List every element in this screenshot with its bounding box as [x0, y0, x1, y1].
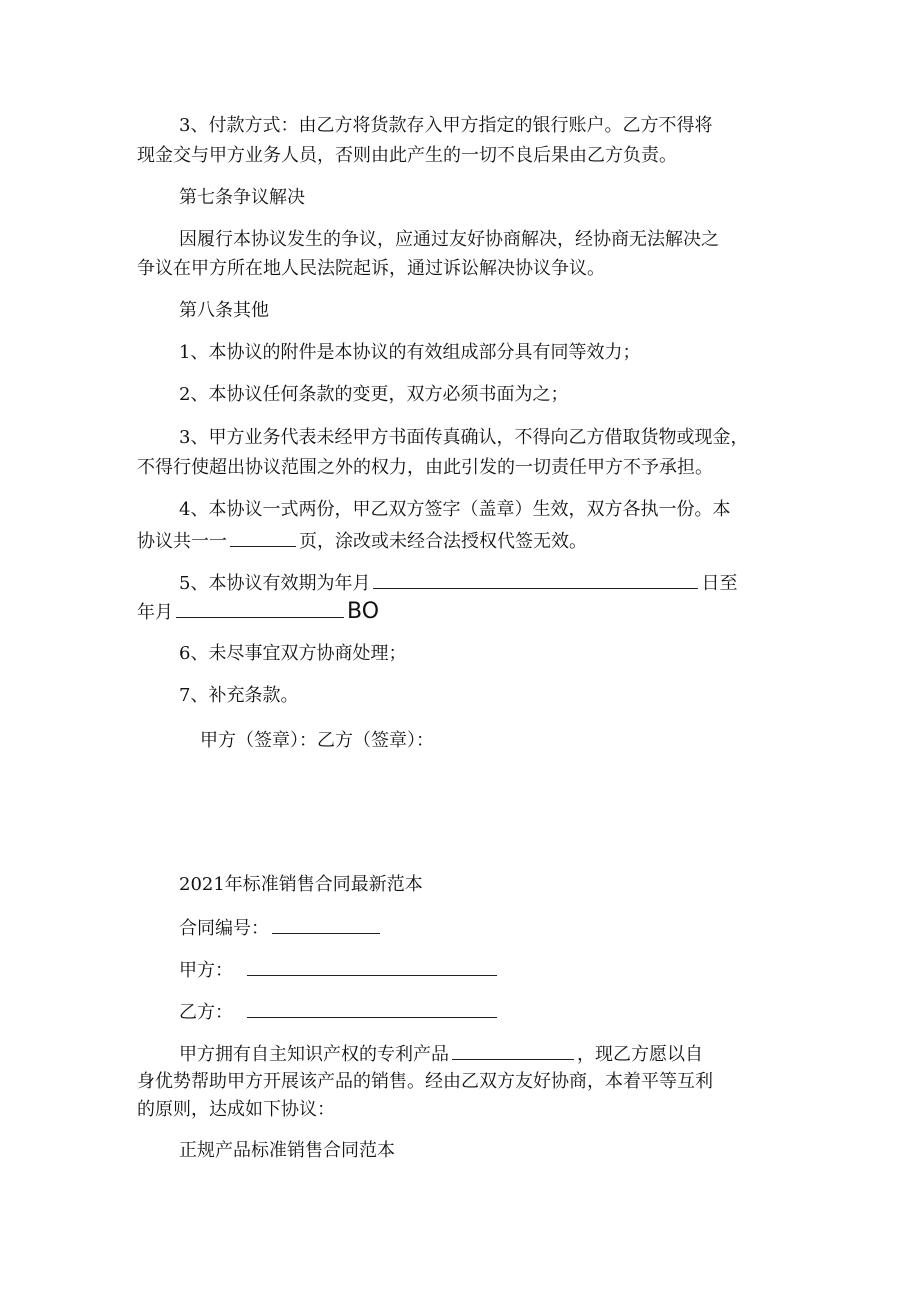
- contract-number-label: 合同编号：: [179, 918, 269, 939]
- party-a-blank: [247, 957, 497, 976]
- article8-item4-line1: 4、本协议一式两份，甲乙双方签字（盖章）生效，双方各执一份。本: [179, 499, 731, 520]
- item5-line2-pre: 年月: [137, 602, 173, 623]
- page-count-blank: [230, 528, 296, 547]
- item4-line2-post: 页，涂改或未经合法授权代签无效。: [299, 531, 587, 552]
- article8-item3-line1: 3、甲方业务代表未经甲方书面传真确认，不得向乙方借取货物或现金，: [179, 427, 749, 448]
- article8-item5-line2: [137, 599, 379, 625]
- product-name-blank: [452, 1041, 574, 1060]
- party-b-row: [179, 999, 500, 1025]
- party-b-blank: [247, 999, 497, 1018]
- payment-clause-line2: 现金交与甲方业务人员，否则由此产生的一切不良后果由乙方负责。: [137, 145, 677, 166]
- item4-line2-pre: 协议共一一: [137, 531, 227, 552]
- article8-heading: 第八条其他: [179, 300, 269, 321]
- party-a-row: [179, 957, 500, 983]
- article8-item5-line1: [179, 570, 737, 596]
- signature-line: 甲方（签章）：乙方（签章）：: [200, 730, 434, 751]
- intro-line1-post: ，现乙方愿以自: [577, 1044, 703, 1065]
- article7-line2: 争议在甲方所在地人民法院起诉，通过诉讼解决协议争议。: [137, 258, 605, 279]
- intro-line2: 身优势帮助甲方开展该产品的销售。经由乙双方友好协商，本着平等互利: [137, 1071, 713, 1092]
- item5-line1-post: 日至: [701, 573, 738, 594]
- article7-line1: 因履行本协议发生的争议，应通过友好协商解决，经协商无法解决之: [179, 229, 719, 250]
- intro-line1: [179, 1041, 703, 1067]
- contract-number-row: [179, 915, 383, 941]
- article8-item6: 6、未尽事宜双方协商处理；: [179, 643, 407, 664]
- article8-item4-line2: [137, 528, 587, 554]
- validity-start-blank: [373, 570, 698, 589]
- article8-item7: 7、补充条款。: [179, 685, 299, 706]
- contract-number-blank: [272, 915, 380, 934]
- intro-line3: 的原则，达成如下协议：: [137, 1099, 335, 1120]
- payment-clause-line1: 3、付款方式：由乙方将货款存入甲方指定的银行账户。乙方不得将: [179, 115, 713, 136]
- party-b-label: 乙方：: [179, 1002, 233, 1023]
- article7-heading: 第七条争议解决: [179, 187, 305, 208]
- article8-item3-line2: 不得行使超出协议范围之外的权力，由此引发的一切责任甲方不予承担。: [137, 457, 713, 478]
- validity-end-blank: [176, 599, 344, 618]
- article8-item2: 2、本协议任何条款的变更，双方必须书面为之；: [179, 384, 569, 405]
- contract-subtitle: 正规产品标准销售合同范本: [179, 1140, 395, 1161]
- article8-item1: 1、本协议的附件是本协议的有效组成部分具有同等效力；: [179, 342, 641, 363]
- party-a-label: 甲方：: [179, 960, 233, 981]
- contract-title: 2021年标准销售合同最新范本: [179, 874, 423, 895]
- item5-line1-pre: 5、本协议有效期为年月: [179, 573, 371, 594]
- item5-line2-post: BO: [347, 599, 380, 624]
- intro-line1-pre: 甲方拥有自主知识产权的专利产品: [179, 1044, 449, 1065]
